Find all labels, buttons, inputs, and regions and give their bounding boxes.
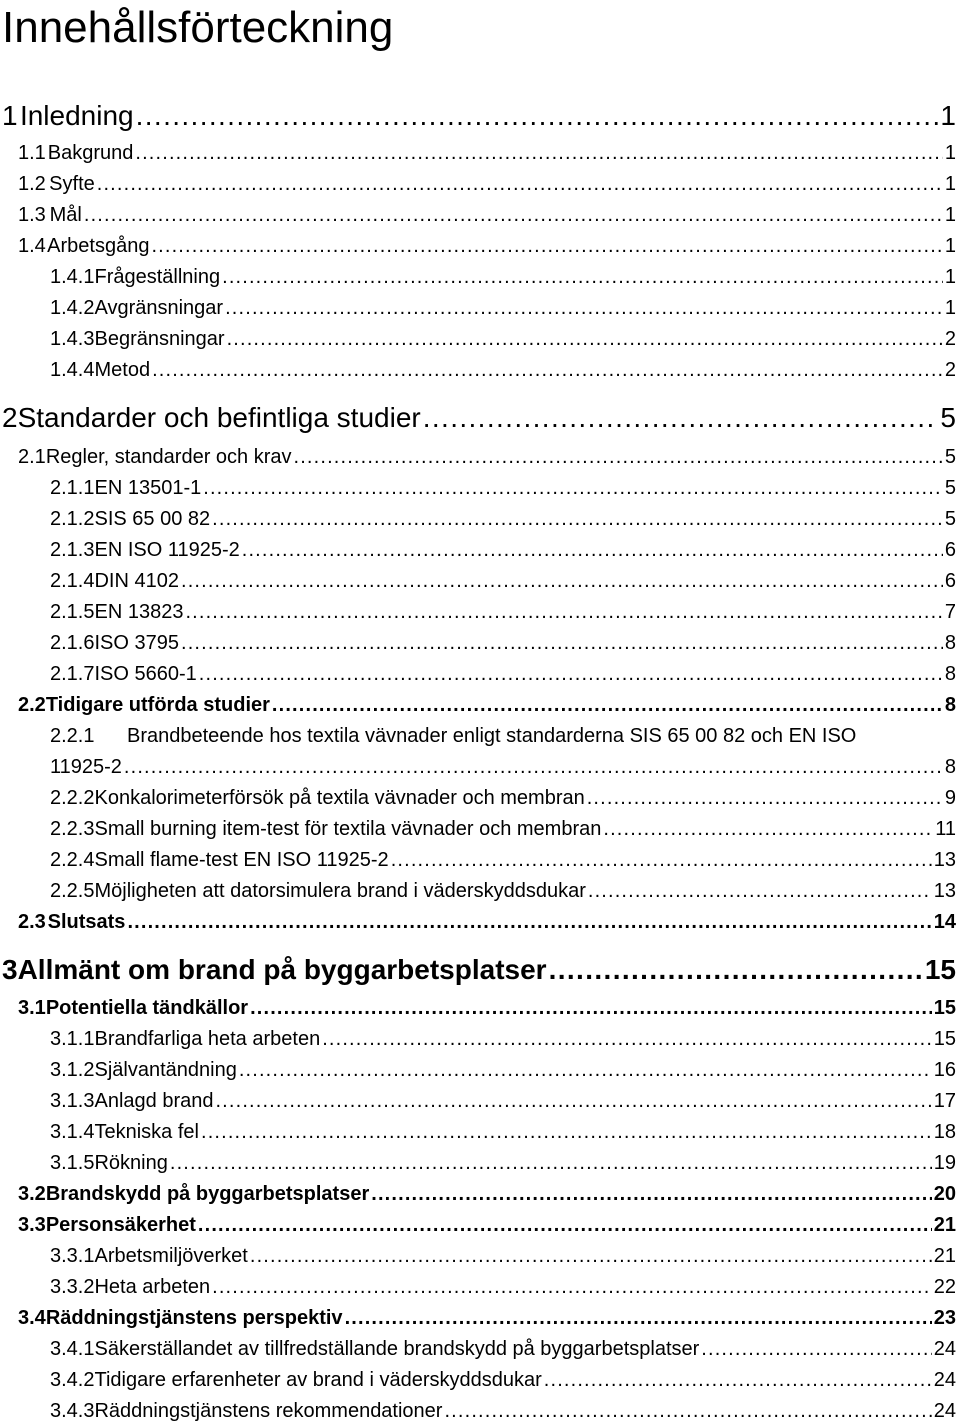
toc-entry-page-number: 6 <box>944 539 956 561</box>
toc-entry[interactable] <box>50 297 956 320</box>
toc-entry-page-number: 1 <box>944 173 956 195</box>
dot-leader <box>603 818 933 841</box>
toc-entry-title: Slutsats <box>47 911 126 933</box>
toc-entry-number: 1 <box>2 100 18 131</box>
dot-leader <box>215 1090 931 1113</box>
toc-entry-title: ISO 5660-1 <box>94 663 197 685</box>
toc-entry-title: Tidigare erfarenheter av brand i väderskyddsdukar <box>94 1369 542 1391</box>
toc-entry-title: Potentiella tändkällor <box>45 997 249 1019</box>
toc-entry[interactable] <box>50 508 956 531</box>
toc-entry[interactable] <box>50 1152 956 1175</box>
dot-leader <box>201 1121 932 1144</box>
toc-entry-number: 3.4 <box>18 1307 46 1329</box>
dot-leader <box>170 1152 932 1175</box>
toc-entry-title: Räddningstjänstens perspektiv <box>45 1307 343 1329</box>
toc-entry-number: 2.1 <box>18 446 46 468</box>
toc-entry[interactable] <box>2 402 956 434</box>
dot-leader <box>152 359 943 382</box>
dot-leader <box>212 1276 932 1299</box>
toc-entry-title: Inledning <box>19 100 134 131</box>
toc-entry[interactable] <box>50 570 956 593</box>
toc-entry-number: 2.1.7 <box>50 663 95 685</box>
toc-entry-page-number: 9 <box>944 787 956 809</box>
dot-leader <box>212 508 943 531</box>
toc-entry[interactable] <box>18 446 956 469</box>
dot-leader <box>127 911 931 934</box>
toc-entry-page-number: 1 <box>940 100 956 131</box>
toc-entry-number: 1.4.4 <box>50 359 95 381</box>
toc-entry[interactable] <box>50 880 956 903</box>
toc-entry-number: 1.2 <box>18 173 46 195</box>
dot-leader <box>242 539 943 562</box>
toc-entry-title: Mål <box>49 204 82 226</box>
toc-entry-title: Heta arbeten <box>94 1276 211 1298</box>
toc-entry-number: 3.4.3 <box>50 1400 95 1422</box>
toc-entry-title: Personsäkerhet <box>45 1214 196 1236</box>
dot-leader <box>124 756 943 779</box>
toc-entry-page-number: 5 <box>944 446 956 468</box>
toc-entry-title: Small flame-test EN ISO 11925-2 <box>94 849 389 871</box>
dot-leader <box>587 787 943 810</box>
toc-entry-page-number: 1 <box>944 142 956 164</box>
toc-entry-number: 2.2.1 <box>50 725 95 747</box>
dot-leader <box>185 601 942 624</box>
dot-leader <box>423 402 939 434</box>
dot-leader <box>345 1307 932 1330</box>
toc-entry[interactable] <box>50 787 956 810</box>
toc-entry-number: 3.1 <box>18 997 46 1019</box>
toc-entry-page-number: 1 <box>944 297 956 319</box>
toc-entry-title: Säkerställandet av tillfredställande brandskydd på byggarbetsplatser <box>94 1338 700 1360</box>
toc-entry-number: 2.1.5 <box>50 601 95 623</box>
toc-entry[interactable] <box>50 328 956 351</box>
toc-entry-page-number: 5 <box>944 508 956 530</box>
dot-leader <box>239 1059 932 1082</box>
toc-entry[interactable] <box>50 1369 956 1392</box>
toc-entry-page-number: 24 <box>933 1338 956 1360</box>
toc-entry-title: ISO 3795 <box>94 632 179 654</box>
toc-entry-number: 3.3.1 <box>50 1245 95 1267</box>
toc-entry[interactable] <box>18 694 956 717</box>
toc-entry-page-number: 13 <box>933 880 956 902</box>
toc-entry-page-number: 20 <box>933 1183 956 1205</box>
toc-entry-number: 2.1.2 <box>50 508 95 530</box>
dot-leader <box>151 235 942 258</box>
toc-entry-page-number: 8 <box>944 756 956 778</box>
toc-entry-page-number: 15 <box>933 997 956 1019</box>
toc-entry-number: 3.1.5 <box>50 1152 95 1174</box>
dot-leader <box>549 954 923 986</box>
toc-entry-number: 2.2.4 <box>50 849 95 871</box>
toc-entry[interactable] <box>50 818 956 841</box>
toc-entry[interactable] <box>50 725 956 748</box>
toc-entry-number: 1.4.1 <box>50 266 95 288</box>
toc-entry-page-number: 15 <box>933 1028 956 1050</box>
dot-leader <box>97 173 943 196</box>
toc-entry-page-number: 22 <box>933 1276 956 1298</box>
toc-entry[interactable] <box>50 601 956 624</box>
toc-entry-page-number: 8 <box>944 694 956 716</box>
toc-entry[interactable] <box>18 204 956 227</box>
toc-entry-title: Metod <box>94 359 151 381</box>
toc-entry-page-number: 2 <box>944 359 956 381</box>
toc-entry-title: Självantändning <box>94 1059 237 1081</box>
toc-entry-number: 2.2.2 <box>50 787 95 809</box>
toc-entry-title: Avgränsningar <box>94 297 224 319</box>
toc-entry-title: Standarder och befintliga studier <box>17 402 421 433</box>
toc-entry-page-number: 24 <box>933 1369 956 1391</box>
toc-entry-number: 3.3 <box>18 1214 46 1236</box>
dot-leader <box>203 477 943 500</box>
toc-entry[interactable] <box>18 173 956 196</box>
toc-entry-page-number: 1 <box>944 266 956 288</box>
toc-entry[interactable] <box>50 1245 956 1268</box>
dot-leader <box>544 1369 932 1392</box>
toc-entry-title: Bakgrund <box>47 142 134 164</box>
toc-entry-title: Small burning item-test för textila vävnader och membran <box>94 818 602 840</box>
toc-entry-page-number: 8 <box>944 663 956 685</box>
dot-leader <box>701 1338 931 1361</box>
toc-entry-page-number: 21 <box>933 1214 956 1236</box>
toc-entry-title: Möjligheten att datorsimulera brand i väderskyddsdukar <box>94 880 586 902</box>
toc-entry[interactable] <box>50 663 956 686</box>
toc-entry-number: 1.1 <box>18 142 46 164</box>
toc-entry-number: 1.4.3 <box>50 328 95 350</box>
dot-leader <box>588 880 932 903</box>
page-title: Innehållsförteckning <box>2 3 394 52</box>
dot-leader <box>222 266 943 289</box>
toc-entry-page-number: 13 <box>933 849 956 871</box>
toc-entry-number: 1.4 <box>18 235 46 257</box>
toc-entry[interactable] <box>50 632 956 655</box>
toc-entry[interactable] <box>50 477 956 500</box>
toc-entry-page-number: 23 <box>933 1307 956 1329</box>
toc-entry-title: Tekniska fel <box>94 1121 199 1143</box>
toc-entry-page-number: 2 <box>944 328 956 350</box>
toc-entry-page-number: 5 <box>940 402 956 433</box>
toc-entry[interactable] <box>50 1059 956 1082</box>
toc-entry-number: 1.3 <box>18 204 46 226</box>
toc-entry-title: DIN 4102 <box>94 570 179 592</box>
toc-entry[interactable] <box>18 142 956 165</box>
dot-leader <box>294 446 943 469</box>
toc-entry-number: 3 <box>2 954 18 985</box>
toc-entry[interactable] <box>18 235 956 258</box>
dot-leader <box>272 694 943 717</box>
dot-leader <box>322 1028 932 1051</box>
toc-entry-number: 2 <box>2 402 18 433</box>
dot-leader <box>371 1183 932 1206</box>
toc-entry-title: Räddningstjänstens rekommendationer <box>94 1400 443 1422</box>
toc-entry-title: Rökning <box>94 1152 168 1174</box>
toc-entry[interactable] <box>50 756 956 779</box>
toc-entry[interactable] <box>2 954 956 986</box>
dot-leader <box>181 570 943 593</box>
toc-entry-title: Brandfarliga heta arbeten <box>94 1028 321 1050</box>
toc-entry-page-number: 17 <box>933 1090 956 1112</box>
toc-entry-page-number: 18 <box>933 1121 956 1143</box>
toc-entry[interactable] <box>18 1214 956 1237</box>
toc-entry[interactable] <box>50 539 956 562</box>
toc-entry-title: Brandskydd på byggarbetsplatser <box>45 1183 370 1205</box>
toc-entry-page-number: 6 <box>944 570 956 592</box>
toc-entry-title: Regler, standarder och krav <box>45 446 292 468</box>
toc-entry-title: SIS 65 00 82 <box>94 508 211 530</box>
toc-entry-number: 3.1.2 <box>50 1059 95 1081</box>
toc-entry-title: EN ISO 11925-2 <box>94 539 240 561</box>
dot-leader <box>444 1400 931 1423</box>
dot-leader <box>391 849 932 872</box>
toc-entry-number: 3.3.2 <box>50 1276 95 1298</box>
toc-entry-number: 2.3 <box>18 911 46 933</box>
toc-entry-page-number: 7 <box>944 601 956 623</box>
toc-entry-number: 2.1.4 <box>50 570 95 592</box>
toc-entry-page-number: 21 <box>933 1245 956 1267</box>
toc-entry-page-number: 15 <box>924 954 956 985</box>
toc-entry-title: EN 13823 <box>94 601 184 623</box>
toc-entry-number: 3.4.1 <box>50 1338 95 1360</box>
toc-entry-page-number: 1 <box>944 204 956 226</box>
toc-entry[interactable] <box>18 911 956 934</box>
toc-entry-title: Syfte <box>49 173 95 195</box>
toc-entry-page-number: 1 <box>944 235 956 257</box>
dot-leader <box>84 204 943 227</box>
toc-entry[interactable] <box>50 1276 956 1299</box>
dot-leader <box>250 997 932 1020</box>
toc-entry[interactable] <box>18 1183 956 1206</box>
toc-entry-title: Brandbeteende hos textila vävnader enligt standarderna SIS 65 00 82 och EN ISO <box>127 725 857 747</box>
toc-entry[interactable] <box>50 359 956 382</box>
toc-entry-page-number: 8 <box>944 632 956 654</box>
toc-entry-title: Frågeställning <box>94 266 221 288</box>
toc-entry[interactable] <box>18 997 956 1020</box>
toc-entry-number: 3.2 <box>18 1183 46 1205</box>
toc-entry-page-number: 11 <box>935 818 956 840</box>
toc-entry[interactable] <box>50 1338 956 1361</box>
toc-entry-title: Allmänt om brand på byggarbetsplatser <box>17 954 547 985</box>
toc-entry[interactable] <box>50 1090 956 1113</box>
toc-entry-number: 2.2.3 <box>50 818 95 840</box>
toc-entry-page-number: 19 <box>933 1152 956 1174</box>
toc-entry-title: 11925-2 <box>50 756 122 778</box>
dot-leader <box>225 297 943 320</box>
toc-entry-number: 2.2.5 <box>50 880 95 902</box>
toc-entry[interactable] <box>50 1028 956 1051</box>
toc-entry-title: Tidigare utförda studier <box>45 694 270 716</box>
toc-entry[interactable] <box>50 1400 956 1423</box>
toc-entry-title: Konkalorimeterförsök på textila vävnader och membran <box>94 787 585 809</box>
toc-entry-number: 2.1.3 <box>50 539 95 561</box>
toc-entry-page-number: 14 <box>933 911 956 933</box>
toc-entry[interactable] <box>2 100 956 132</box>
dot-leader <box>227 328 943 351</box>
dot-leader <box>181 632 943 655</box>
toc-entry-number: 2.1.1 <box>50 477 95 499</box>
toc-entry-title: EN 13501-1 <box>94 477 202 499</box>
toc-entry-page-number: 16 <box>933 1059 956 1081</box>
toc-entry[interactable] <box>50 266 956 289</box>
toc-entry-page-number: 24 <box>933 1400 956 1422</box>
toc-entry-number: 2.1.6 <box>50 632 95 654</box>
toc-entry-number: 1.4.2 <box>50 297 95 319</box>
dot-leader <box>136 100 939 132</box>
dot-leader <box>198 1214 932 1237</box>
dot-leader <box>135 142 943 165</box>
toc-entry-number: 3.1.1 <box>50 1028 95 1050</box>
toc-entry[interactable] <box>50 1121 956 1144</box>
dot-leader <box>250 1245 932 1268</box>
toc-entry-title: Arbetsmiljöverket <box>94 1245 248 1267</box>
toc-entry-title: Arbetsgång <box>47 235 150 257</box>
toc-entry-number: 2.2 <box>18 694 46 716</box>
toc-entry-title: Anlagd brand <box>94 1090 214 1112</box>
toc-entry-title: Begränsningar <box>94 328 225 350</box>
toc-entry-number: 3.4.2 <box>50 1369 95 1391</box>
toc-entry[interactable] <box>18 1307 956 1330</box>
toc-entry-page-number: 5 <box>944 477 956 499</box>
toc-entry[interactable] <box>50 849 956 872</box>
toc-entry-number: 3.1.3 <box>50 1090 95 1112</box>
dot-leader <box>199 663 943 686</box>
toc-entry-number: 3.1.4 <box>50 1121 95 1143</box>
